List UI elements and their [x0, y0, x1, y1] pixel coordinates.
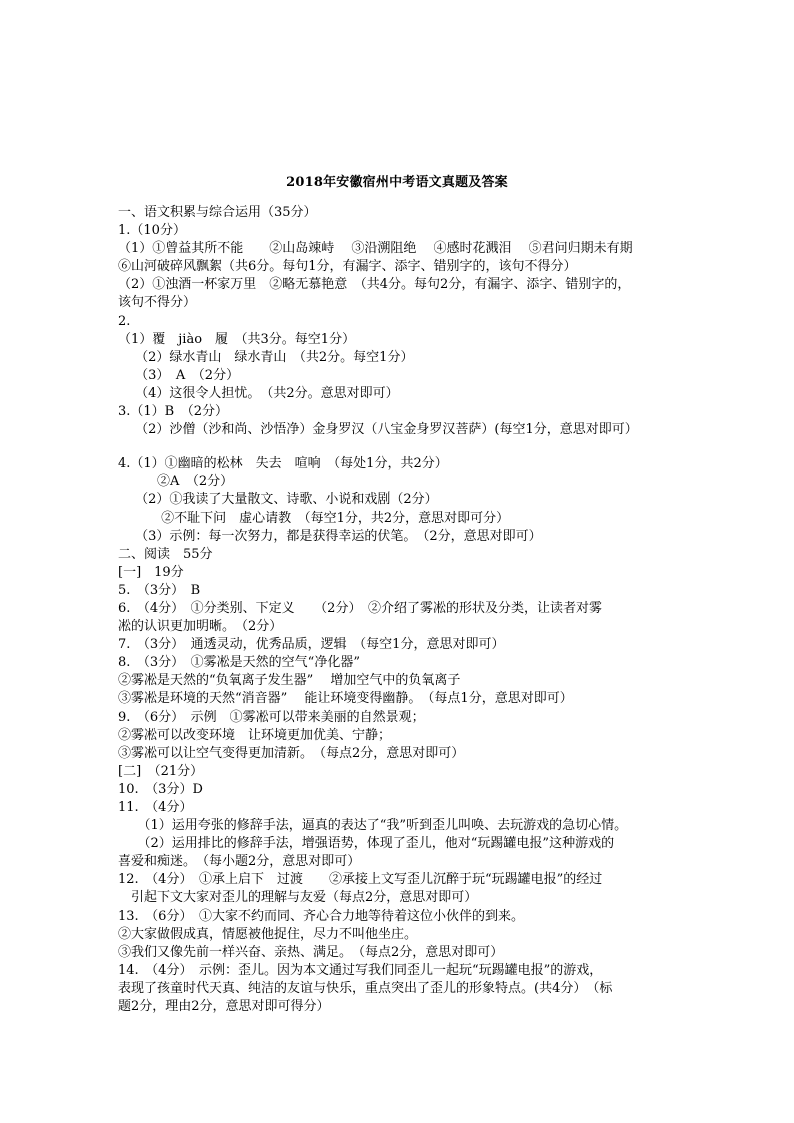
text-line: 14. （4分） 示例：歪儿。因为本文通过写我们同歪儿一起玩“玩踢罐电报”的游戏， [118, 962, 603, 978]
text-line: 11. （4分） [118, 800, 193, 815]
text-line: [一] 19分 [118, 564, 184, 580]
text-line: 13. （6分） ①大家不约而同、齐心合力地等待着这位小伙伴的到来。 [118, 908, 524, 924]
text-line: ③雾凇是环境的天然“消音器” 能让环境变得幽静。 （每点1分，意思对即可） [118, 691, 573, 707]
text-line: （2）①浊酒一杯家万里 ②略无慕艳意 （共4分。每句2分，有漏字、添字、错别字的， [118, 277, 631, 293]
text-line: （3） A （2分） [118, 367, 240, 383]
document-title: 2018年安徽宿州中考语文真题及答案 [286, 175, 508, 190]
text-line: [二] （21分） [118, 763, 204, 779]
text-line: ②大家做假成真，情愿被他捉住，尽力不叫他坐庄。 [118, 926, 418, 942]
text-line: 2. [118, 313, 131, 329]
text-line: 9. （6分） 示例 ①雾凇可以带来美丽的自然景观； [118, 709, 425, 725]
text-line: 8. （3分） ①雾凇是天然的空气“净化器” [118, 655, 360, 671]
text-line: 7. （3分） 通透灵动，优秀品质，逻辑 （每空1分，意思对即可） [118, 637, 505, 653]
text-line: 凇的认识更加明晰。 （2分） [118, 619, 283, 635]
text-line: ②不耻下问 虚心请教 （每空1分，共2分，意思对即可分） [118, 510, 510, 526]
text-line: （2）沙僧（沙和尚、沙悟净）金身罗汉（八宝金身罗汉菩萨）(每空1分，意思对即可） [118, 422, 638, 438]
text-line: 6. （4分） ①分类别、下定义 （2分） ②介绍了雾凇的形状及分类，让读者对雾 [118, 600, 602, 616]
text-line: 题2分，理由2分，意思对即可得分） [118, 999, 330, 1015]
text-line: 10. （3分）D [118, 781, 203, 797]
text-line: 喜爱和痴迷。 （每小题2分，意思对即可） [118, 854, 361, 870]
text-line: ②雾凇是天然的“负氧离子发生器” 增加空气中的负氧离子 [118, 673, 461, 689]
text-line: 该句不得分） [118, 295, 197, 311]
text-line: （2）绿水青山 绿水青山 （共2分。每空1分） [118, 349, 414, 365]
text-line: 12. （4分） ①承上启下 过渡 ②承接上文写歪儿沉醉于玩“玩踢罐电报”的经过 [118, 872, 603, 888]
text-line: 一、语文积累与综合运用（35分） [118, 205, 317, 220]
text-line: 表现了孩童时代天真、纯洁的友谊与快乐，重点突出了歪儿的形象特点。(共4分） （标 [118, 980, 613, 996]
text-line: （2）①我读了大量散文、诗歌、小说和戏剧（2分） [118, 492, 438, 508]
text-line: ③我们又像先前一样兴奋、亲热、满足。 （每点2分，意思对即可） [118, 944, 504, 960]
text-line: （1）覆 jiào 履 （共3分。每空1分） [118, 331, 356, 347]
text-line: ②雾凇可以改变环境 让环境更加优美、宁静； [118, 727, 392, 743]
text-line: ③雾凇可以让空气变得更加清新。 （每点2分，意思对即可） [118, 745, 465, 761]
text-line: （1）①曾益其所不能 ②山岛竦峙 ③沿溯阻绝 ④感时花溅泪 ⑤君问归期未有期 [118, 241, 633, 257]
text-line: 3.（1）B （2分） [118, 404, 228, 420]
text-line: （2）运用排比的修辞手法，增强语势，体现了歪儿，他对“玩踢罐电报”这种游戏的 [118, 836, 615, 852]
text-line: 引起下文大家对歪儿的理解与友爱（每点2分，意思对即可） [118, 890, 478, 906]
text-line: （1）运用夸张的修辞手法，逼真的表达了“我”听到歪儿叫唤、去玩游戏的急切心情。 [118, 818, 628, 834]
text-line [118, 439, 688, 455]
answer-body [118, 204, 688, 1016]
text-line: 4.（1）①幽暗的松林 失去 喧响 （每处1分，共2分） [118, 456, 448, 472]
text-line: ②A （2分） [118, 474, 234, 490]
text-line: 二、阅读 55分 [118, 546, 213, 562]
text-line: ⑥山河破碎风飘絮（共6分。每句1分，有漏字、添字、错别字的，该句不得分） [118, 259, 577, 275]
text-line: （4）这很令人担忧。 （共2分。意思对即可） [118, 385, 399, 401]
text-line: 1.（10分） [118, 223, 186, 239]
text-line: （3）示例：每一次努力，都是获得幸运的伏笔。 （2分，意思对即可） [118, 528, 542, 544]
text-line: 5. （3分） B [118, 582, 201, 598]
